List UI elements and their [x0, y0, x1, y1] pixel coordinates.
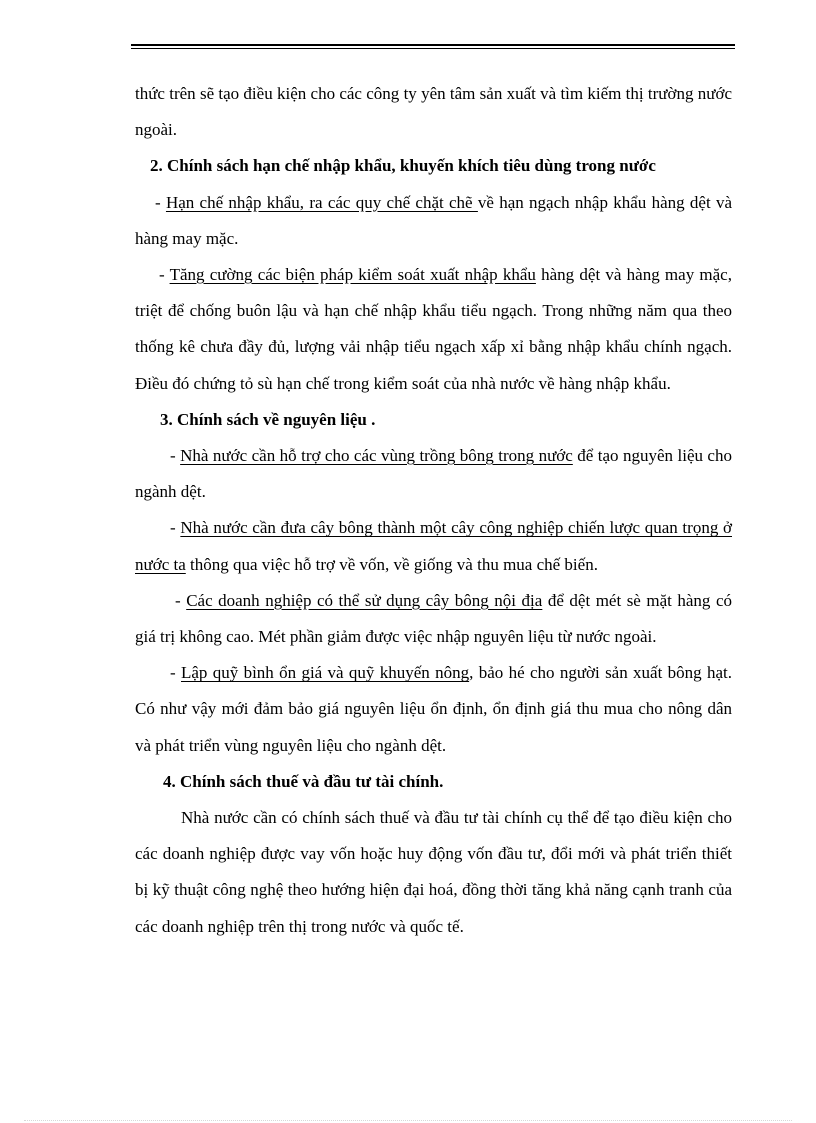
section-heading-4: 4. Chính sách thuế và đầu tư tài chính. [163, 771, 444, 791]
underlined-phrase: Các doanh nghiệp có thể sử dụng cây bông nội địa [186, 590, 543, 610]
bullet-price-fund: - Lập quỹ bình ổn giá và quỹ khuyến nông, bảo hé cho người sản xuất bông hạt. Có như vậy mới đảm bảo giá nguyên liệu ổn định, ổn định giá thu mua cho nông dân và phát triển vùng nguyên liệu cho ngành dệt. [135, 663, 732, 755]
bullet-import-control: - Tăng cường các biện pháp kiểm soát xuất nhập khẩu hàng dệt và hàng may mặc, triệt để chống buôn lậu và hạn chế nhập khẩu tiểu ngạch. Trong những năm qua theo thống kê chưa đầy đủ, lượng vải nhập tiểu ngạch xấp xỉ bằng nhập khẩu chính ngạch. Điều đó chứng tỏ sù hạn chế trong kiểm soát của nhà nước về hàng nhập khẩu. [135, 265, 732, 393]
underlined-phrase: Nhà nước cần đưa cây bông thành một cây công nghiệp chiến lược quan trọng ở nước ta [135, 518, 732, 574]
bullet-domestic-cotton: - Các doanh nghiệp có thể sử dụng cây bông nội địa để dệt mét sè mặt hàng có giá trị không cao. Mét phần giảm được việc nhập nguyên liệu từ nước ngoài. [135, 590, 732, 647]
underlined-phrase: Nhà nước cần hỗ trợ cho các vùng trồng bông trong nước [180, 446, 573, 466]
section-heading-3: 3. Chính sách về nguyên liệu . [160, 409, 376, 429]
underlined-phrase: Lập quỹ bình ổn giá và quỹ khuyến nông [181, 663, 470, 683]
section-heading-2: 2. Chính sách hạn chế nhập khẩu, khuyến khích tiêu dùng trong nước [150, 156, 656, 176]
underlined-phrase: Hạn chế nhập khẩu, ra các quy chế chặt chẽ [165, 192, 478, 212]
paragraph-intro: thức trên sẽ tạo điều kiện cho các công ty yên tâm sản xuất và tìm kiếm thị trường nước ngoài. [135, 84, 732, 140]
bullet-cotton-strategic: - Nhà nước cần đưa cây bông thành một cây công nghiệp chiến lược quan trọng ở nước ta thông qua việc hỗ trợ về vốn, về giống và thu mua chế biến. [135, 518, 732, 574]
underlined-phrase: Tăng cường các biện pháp kiểm soát xuất nhập khẩu [169, 265, 536, 285]
header-rule-thin [131, 48, 735, 49]
page-bottom-border [24, 1120, 792, 1121]
header-rule-thick [131, 44, 735, 46]
bullet-cotton-support: - Nhà nước cần hỗ trợ cho các vùng trồng bông trong nước để tạo nguyên liệu cho ngành dệt. [135, 446, 732, 502]
bullet-import-restriction: - Hạn chế nhập khẩu, ra các quy chế chặt chẽ về hạn ngạch nhập khẩu hàng dệt và hàng may mặc. [135, 192, 733, 248]
paragraph-tax-finance: Nhà nước cần có chính sách thuế và đầu tư tài chính cụ thể để tạo điều kiện cho các doanh nghiệp được vay vốn hoặc huy động vốn đầu tư, đổi mới và phát triển thiết bị kỹ thuật công nghệ theo hướng hiện đại hoá, đồng thời tăng khả năng cạnh tranh của các doanh nghiệp trên thị trong nước và quốc tế. [135, 808, 732, 936]
document-body [135, 76, 732, 945]
